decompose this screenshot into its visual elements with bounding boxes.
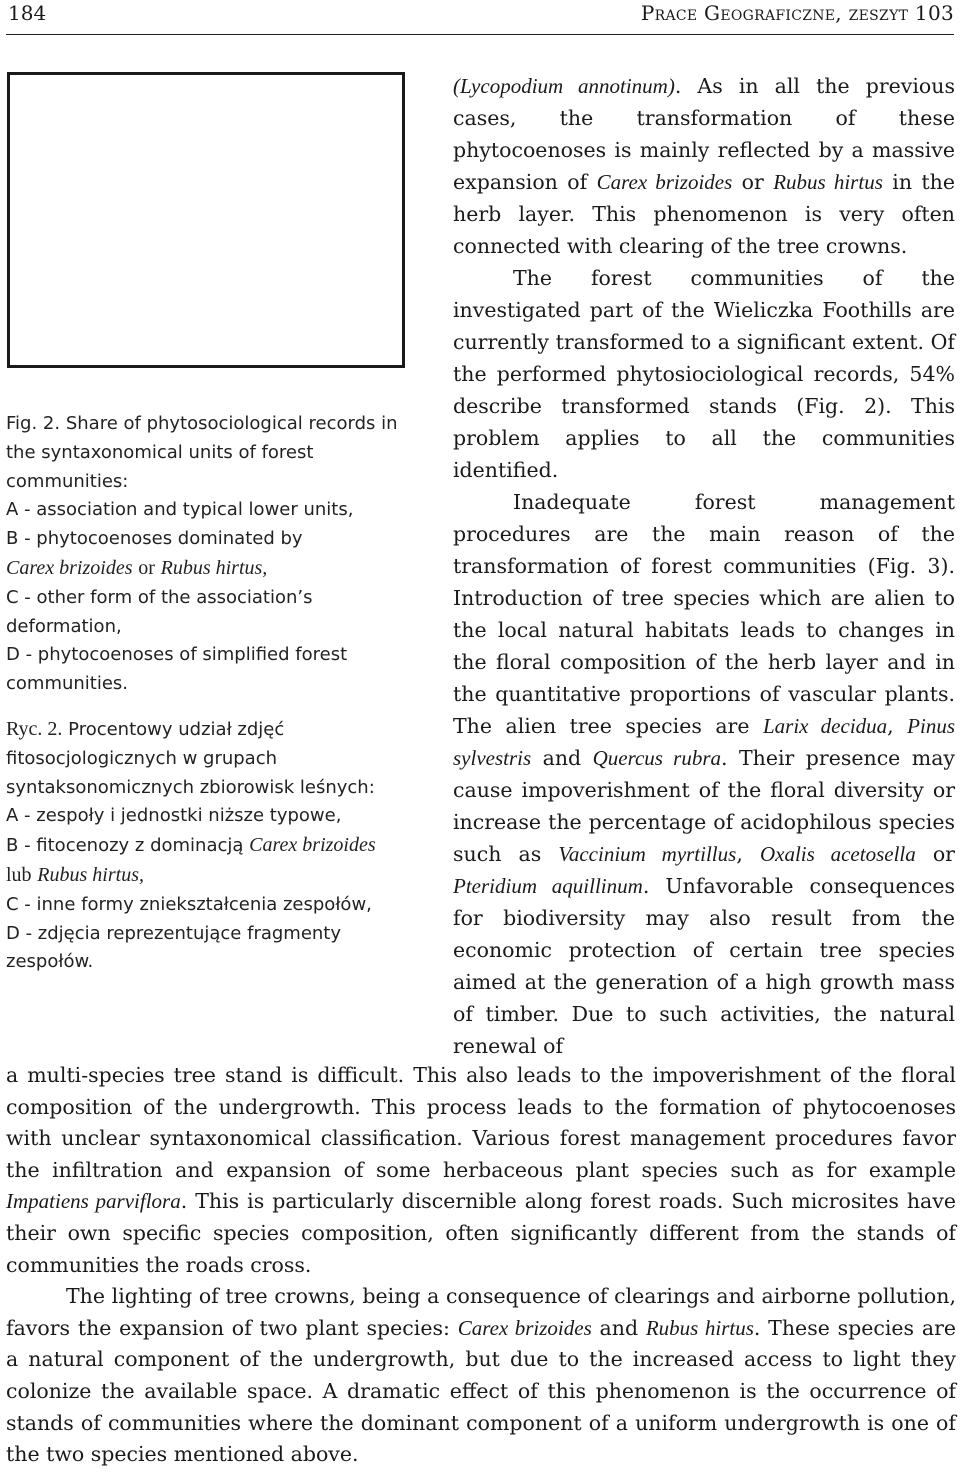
- caption-item-a: A - zespoły i jednostki niższe typowe,: [6, 805, 342, 827]
- paragraph: a multi-species tree stand is difficult. This also leads to the impoverishment of the floral composition of the undergrowth. This process leads to the formation of phytocoenoses with unclear syntaxonomical classification. Various forest management procedures favor the infiltration and expansion of some herbaceous plant species such as for example Impatiens parviflora. This is particularly discernible along forest roads. Such microsites have their own specific species composition, often significantly different from the stands of communities the roads cross.: [6, 1063, 956, 1277]
- caption-title: Fig. 2. Share of phytosociological records in the syntaxonomical units of forest communities:: [6, 413, 398, 492]
- running-head: Prace Geograficzne, zeszyt 103: [640, 1, 954, 25]
- caption-item-a: A - association and typical lower units,: [6, 499, 354, 521]
- figure-placeholder: [7, 72, 405, 368]
- paragraph: The lighting of tree crowns, being a consequence of clearings and airborne pollution, favors the expansion of two plant species: Carex brizoides and Rubus hirtus. These species are a natural component of the undergrowth, but due to the increased access to light they colonize the available space. A dramatic effect of this phenomenon is the occurrence of stands of communities where the dominant component of a uniform undergrowth is one of the two species mentioned above.: [6, 1284, 957, 1467]
- figure-caption-english: [6, 410, 406, 699]
- caption-item-d: D - zdjęcia reprezentujące fragmenty zespołów.: [6, 922, 342, 973]
- caption-item-c: C - inne formy zniekształcenia zespołów,: [6, 893, 372, 915]
- full-width-text: [6, 1060, 956, 1471]
- header-rule: [6, 34, 954, 35]
- page-header: [6, 0, 954, 34]
- paragraph: Inadequate forest management procedures are the main reason of the transformation of forest communities (Fig. 3). Introduction of tree species which are alien to the local natural habitats leads to changes in the floral composition of the herb layer and in the quantitative proportions of vascular plants. The alien tree species are Larix decidua, Pinus sylvestris and Quercus rubra. Their presence may cause impoverishment of the floral diversity or increase the percentage of acidophilous species such as Vaccinium myrtillus, Oxalis acetosella or Pteridium aquillinum. Unfavorable consequences for biodiversity may also result from the economic protection of certain tree species aimed at the generation of a high growth mass of timber. Due to such activities, the natural renewal of: [453, 490, 956, 1058]
- paragraph: (Lycopodium annotinum). As in all the previous cases, the transformation of these phytocoenoses is mainly reflected by a massive expansion of Carex brizoides or Rubus hirtus in the herb layer. This phenomenon is very often connected with clearing of the tree crowns.: [453, 74, 955, 258]
- caption-item-b: B - phytocoenoses dominated by Carex brizoides or Rubus hirtus,: [6, 528, 303, 579]
- page-number: 184: [8, 1, 47, 25]
- caption-title: Ryc. 2. Procentowy udział zdjęć fitosocjologicznych w grupach syntaksonomicznych zbiorowisk leśnych:: [6, 718, 375, 798]
- figure-caption-polish: [6, 715, 406, 977]
- caption-item-c: C - other form of the association’s deformation,: [6, 586, 313, 637]
- caption-item-d: D - phytocoenoses of simplified forest communities.: [6, 644, 348, 695]
- paragraph: The forest communities of the investigated part of the Wieliczka Foothills are currently transformed to a significant extent. Of the performed phytosiociological records, 54% describe transformed stands (Fig. 2). This problem applies to all the communities identified.: [453, 266, 955, 482]
- right-column-text: [453, 70, 955, 1062]
- caption-item-b: B - fitocenozy z dominacją Carex brizoides lub Rubus hirtus,: [6, 834, 376, 886]
